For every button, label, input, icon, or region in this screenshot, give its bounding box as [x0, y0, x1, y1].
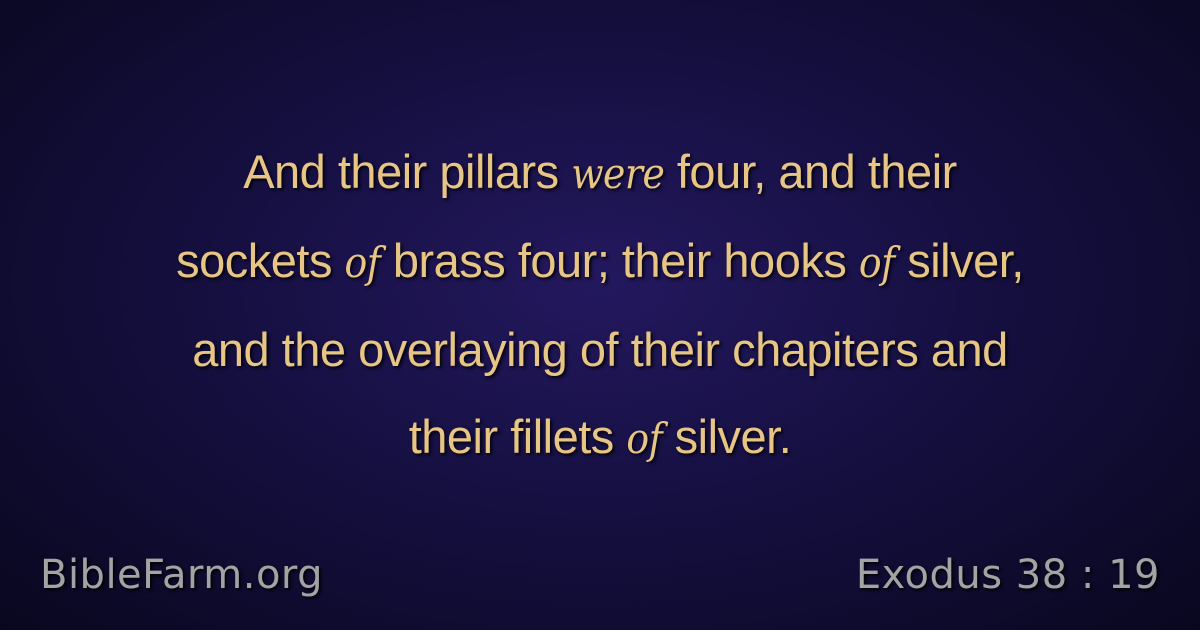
- verse-segment: sockets: [176, 234, 345, 287]
- verse-line-2: [40, 217, 1160, 306]
- verse-italic-word: were: [571, 149, 665, 198]
- verse-italic-word: of: [344, 238, 381, 287]
- verse-line-3: [40, 306, 1160, 393]
- verse-italic-word: of: [626, 414, 663, 463]
- verse-segment: silver,: [894, 234, 1024, 287]
- verse-segment: brass four; their hooks: [380, 234, 859, 287]
- verse-segment: their fillets: [408, 410, 627, 463]
- verse-italic-word: of: [858, 238, 895, 287]
- verse-segment: four, and their: [664, 145, 957, 198]
- verse-segment: And their pillars: [243, 145, 572, 198]
- verse-line-1: [40, 128, 1160, 217]
- verse-reference: Exodus 38 : 19: [855, 552, 1160, 598]
- verse-segment: and the overlaying of their chapiters and: [192, 323, 1008, 376]
- verse-segment: silver.: [662, 410, 792, 463]
- site-name: BibleFarm.org: [40, 552, 324, 598]
- verse-line-4: [40, 393, 1160, 482]
- verse-text: [40, 128, 1160, 482]
